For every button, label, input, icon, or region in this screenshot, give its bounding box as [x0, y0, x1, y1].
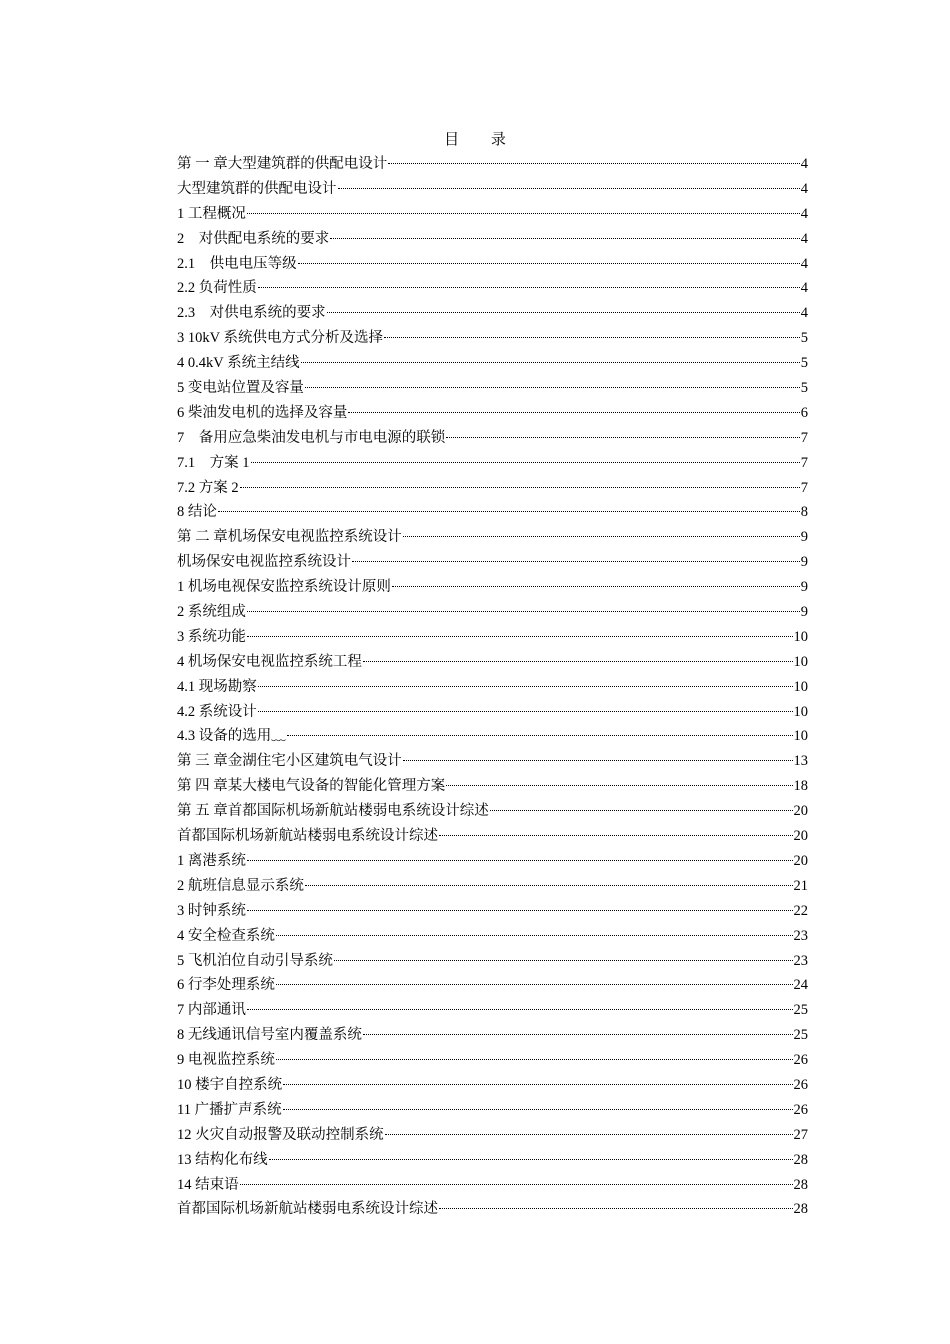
- toc-entry-page-number: 20: [793, 828, 808, 845]
- toc-dot-leader: [403, 535, 800, 537]
- toc-entry[interactable]: [177, 1197, 808, 1222]
- toc-entry[interactable]: [177, 874, 808, 899]
- toc-entry-label: 3 系统功能: [177, 628, 246, 645]
- toc-entry-label: 第 五 章首都国际机场新航站楼弱电系统设计综述: [177, 803, 489, 820]
- toc-dot-leader: [334, 959, 793, 961]
- toc-entry[interactable]: [177, 1173, 808, 1198]
- toc-entry-page-number: 13: [793, 753, 808, 770]
- toc-list: [177, 152, 808, 1222]
- toc-dot-leader: [251, 461, 800, 463]
- toc-dot-leader: [301, 361, 800, 363]
- toc-entry[interactable]: [177, 326, 808, 351]
- toc-entry-label: 大型建筑群的供配电设计: [177, 180, 337, 197]
- toc-entry-label: 2 系统组成: [177, 604, 246, 621]
- toc-entry-label: 2 航班信息显示系统: [177, 877, 304, 894]
- toc-entry[interactable]: [177, 227, 808, 252]
- toc-entry[interactable]: [177, 824, 808, 849]
- toc-dot-leader: [247, 610, 800, 612]
- toc-entry-label: 首都国际机场新航站楼弱电系统设计综述: [177, 1201, 438, 1218]
- toc-entry-page-number: 9: [800, 554, 808, 571]
- toc-dot-leader: [258, 710, 793, 712]
- toc-entry[interactable]: [177, 924, 808, 949]
- toc-entry-label: 2.2 负荷性质: [177, 280, 257, 297]
- toc-dot-leader: [276, 1058, 793, 1060]
- toc-dot-leader: [305, 386, 800, 388]
- toc-entry-label: 首都国际机场新航站楼弱电系统设计综述: [177, 828, 438, 845]
- toc-entry-page-number: 28: [793, 1201, 808, 1218]
- toc-entry-page-number: 5: [800, 380, 808, 397]
- toc-entry-page-number: 4: [800, 205, 808, 222]
- toc-entry[interactable]: [177, 700, 808, 725]
- toc-entry[interactable]: [177, 1098, 808, 1123]
- toc-entry-label: 7 备用应急柴油发电机与市电电源的联锁: [177, 429, 446, 446]
- toc-dot-leader: [218, 510, 800, 512]
- toc-dot-leader: [490, 809, 793, 811]
- toc-entry-page-number: 7: [800, 454, 808, 471]
- toc-entry[interactable]: [177, 550, 808, 575]
- toc-entry-page-number: 4: [800, 255, 808, 272]
- toc-entry-page-number: 4: [800, 280, 808, 297]
- toc-entry[interactable]: [177, 849, 808, 874]
- toc-dot-leader: [240, 486, 800, 488]
- toc-entry-label: 4 机场保安电视监控系统工程: [177, 653, 362, 670]
- toc-entry[interactable]: [177, 949, 808, 974]
- toc-entry-label: 4 0.4kV 系统主结线: [177, 355, 300, 372]
- toc-entry[interactable]: [177, 973, 808, 998]
- toc-entry-label: 1 离港系统: [177, 852, 246, 869]
- toc-dot-leader: [384, 336, 800, 338]
- toc-entry-page-number: 4: [800, 305, 808, 322]
- toc-entry-label: 7.1 方案 1: [177, 454, 250, 471]
- toc-entry[interactable]: [177, 401, 808, 426]
- toc-entry-label: 6 行李处理系统: [177, 977, 275, 994]
- toc-entry-page-number: 23: [793, 927, 808, 944]
- toc-entry-label: 7 内部通讯: [177, 1002, 246, 1019]
- toc-entry[interactable]: [177, 575, 808, 600]
- toc-entry-page-number: 10: [793, 628, 808, 645]
- toc-entry-label: 2.3 对供电系统的要求: [177, 305, 326, 322]
- toc-entry-label: 4 安全检查系统: [177, 927, 275, 944]
- toc-entry-page-number: 4: [800, 230, 808, 247]
- toc-dot-leader: [403, 759, 793, 761]
- toc-entry-label: 5 变电站位置及容量: [177, 380, 304, 397]
- toc-dot-leader: [247, 212, 800, 214]
- toc-entry[interactable]: [177, 1123, 808, 1148]
- toc-dot-leader: [258, 286, 800, 288]
- toc-dot-leader: [352, 560, 800, 562]
- toc-entry-label: 1 机场电视保安监控系统设计原则: [177, 579, 391, 596]
- toc-entry[interactable]: [177, 1048, 808, 1073]
- toc-entry-label: 第 四 章某大楼电气设备的智能化管理方案: [177, 778, 446, 795]
- toc-entry-page-number: 27: [793, 1126, 808, 1143]
- toc-dot-leader: [392, 585, 800, 587]
- toc-entry[interactable]: [177, 500, 808, 525]
- toc-dot-leader: [247, 859, 793, 861]
- toc-entry[interactable]: [177, 276, 808, 301]
- toc-entry-label: 4.2 系统设计: [177, 703, 257, 720]
- toc-entry-page-number: 10: [793, 728, 808, 745]
- toc-entry-page-number: 4: [800, 180, 808, 197]
- toc-entry[interactable]: [177, 476, 808, 501]
- toc-entry-page-number: 7: [800, 429, 808, 446]
- toc-dot-leader: [283, 1083, 792, 1085]
- toc-entry-label: 第 二 章机场保安电视监控系统设计: [177, 529, 402, 546]
- toc-dot-leader: [327, 311, 800, 313]
- toc-dot-leader: [446, 436, 800, 438]
- toc-entry-label: 13 结构化布线: [177, 1151, 268, 1168]
- toc-entry[interactable]: [177, 724, 808, 749]
- toc-entry-page-number: 25: [793, 1027, 808, 1044]
- toc-entry-label: 第 三 章金湖住宅小区建筑电气设计: [177, 753, 402, 770]
- toc-entry-page-number: 10: [793, 703, 808, 720]
- toc-entry-page-number: 23: [793, 952, 808, 969]
- toc-entry-page-number: 5: [800, 355, 808, 372]
- toc-dot-leader: [240, 1183, 793, 1185]
- toc-entry-label: 10 楼宇自控系统: [177, 1076, 283, 1093]
- toc-dot-leader: [276, 934, 793, 936]
- toc-entry-label: 14 结束语: [177, 1176, 239, 1193]
- toc-entry-label: 第 一 章大型建筑群的供配电设计: [177, 156, 388, 172]
- toc-entry[interactable]: [177, 998, 808, 1023]
- toc-entry-label: 3 时钟系统: [177, 902, 246, 919]
- toc-dot-leader: [305, 884, 793, 886]
- toc-dot-leader: [439, 1207, 793, 1209]
- toc-entry[interactable]: [177, 451, 808, 476]
- toc-entry-page-number: 28: [793, 1176, 808, 1193]
- toc-entry[interactable]: [177, 152, 808, 177]
- toc-entry[interactable]: [177, 426, 808, 451]
- toc-entry-label: 1 工程概况: [177, 205, 246, 222]
- toc-entry[interactable]: [177, 202, 808, 227]
- toc-entry[interactable]: [177, 252, 808, 277]
- toc-entry-label: 机场保安电视监控系统设计: [177, 554, 351, 571]
- toc-dot-leader: [363, 660, 793, 662]
- toc-entry-label: 2 对供配电系统的要求: [177, 230, 330, 247]
- toc-entry-label: 8 结论: [177, 504, 217, 521]
- toc-dot-leader: [298, 262, 800, 264]
- toc-entry[interactable]: [177, 799, 808, 824]
- toc-entry-page-number: 24: [793, 977, 808, 994]
- toc-entry-page-number: 18: [793, 778, 808, 795]
- toc-entry[interactable]: [177, 1073, 808, 1098]
- toc-dot-leader: [439, 834, 793, 836]
- toc-entry-label: 7.2 方案 2: [177, 479, 239, 496]
- toc-entry[interactable]: [177, 774, 808, 799]
- toc-entry-label: 4.1 现场勘察: [177, 678, 257, 695]
- toc-dot-leader: [363, 1033, 793, 1035]
- toc-title: 目 录: [444, 132, 520, 148]
- toc-dot-leader: [330, 237, 800, 239]
- toc-entry-page-number: 7: [800, 479, 808, 496]
- toc-entry[interactable]: [177, 625, 808, 650]
- toc-dot-leader: [385, 1133, 793, 1135]
- toc-entry-label: 4.3 设备的选用﹏: [177, 728, 286, 745]
- toc-entry-page-number: 5: [800, 330, 808, 347]
- toc-entry-page-number: 9: [800, 529, 808, 546]
- toc-entry-label: 8 无线通讯信号室内覆盖系统: [177, 1027, 362, 1044]
- toc-entry-page-number: 26: [793, 1076, 808, 1093]
- toc-entry-label: 12 火灾自动报警及联动控制系统: [177, 1126, 384, 1143]
- toc-entry[interactable]: [177, 749, 808, 774]
- toc-entry[interactable]: [177, 650, 808, 675]
- toc-entry-page-number: 25: [793, 1002, 808, 1019]
- toc-dot-leader: [247, 909, 793, 911]
- toc-entry[interactable]: [177, 177, 808, 202]
- toc-entry-label: 6 柴油发电机的选择及容量: [177, 404, 348, 421]
- toc-dot-leader: [276, 983, 793, 985]
- toc-dot-leader: [269, 1158, 793, 1160]
- toc-entry-page-number: 10: [793, 678, 808, 695]
- toc-entry-page-number: 22: [793, 902, 808, 919]
- toc-entry-page-number: 21: [793, 877, 808, 894]
- toc-entry-page-number: 26: [793, 1052, 808, 1069]
- toc-entry-page-number: 20: [793, 803, 808, 820]
- toc-entry-page-number: 10: [793, 653, 808, 670]
- toc-dot-leader: [338, 187, 800, 189]
- toc-entry-page-number: 8: [800, 504, 808, 521]
- toc-dot-leader: [388, 162, 800, 164]
- toc-entry[interactable]: [177, 376, 808, 401]
- toc-dot-leader: [446, 784, 792, 786]
- toc-dot-leader: [258, 685, 793, 687]
- toc-entry-label: 2.1 供电电压等级: [177, 255, 297, 272]
- toc-entry-page-number: 9: [800, 604, 808, 621]
- toc-dot-leader: [348, 411, 799, 413]
- toc-entry-page-number: 6: [800, 404, 808, 421]
- toc-entry-page-number: 26: [793, 1101, 808, 1118]
- toc-entry[interactable]: [177, 1148, 808, 1173]
- toc-entry[interactable]: [177, 1023, 808, 1048]
- toc-dot-leader: [283, 1108, 793, 1110]
- toc-entry-label: 9 电视监控系统: [177, 1052, 275, 1069]
- toc-entry-label: 11 广播扩声系统: [177, 1101, 282, 1118]
- toc-entry[interactable]: [177, 675, 808, 700]
- toc-entry-page-number: 20: [793, 852, 808, 869]
- toc-dot-leader: [247, 635, 793, 637]
- toc-entry-label: 3 10kV 系统供电方式分析及选择: [177, 330, 383, 347]
- toc-entry-page-number: 9: [800, 579, 808, 596]
- toc-entry-label: 5 飞机泊位自动引导系统: [177, 952, 333, 969]
- toc-entry[interactable]: [177, 600, 808, 625]
- toc-entry[interactable]: [177, 525, 808, 550]
- toc-dot-leader: [287, 734, 793, 736]
- toc-dot-leader: [247, 1008, 793, 1010]
- toc-entry-page-number: 4: [800, 156, 808, 172]
- toc-entry[interactable]: [177, 301, 808, 326]
- toc-entry[interactable]: [177, 899, 808, 924]
- toc-entry[interactable]: [177, 351, 808, 376]
- toc-entry-page-number: 28: [793, 1151, 808, 1168]
